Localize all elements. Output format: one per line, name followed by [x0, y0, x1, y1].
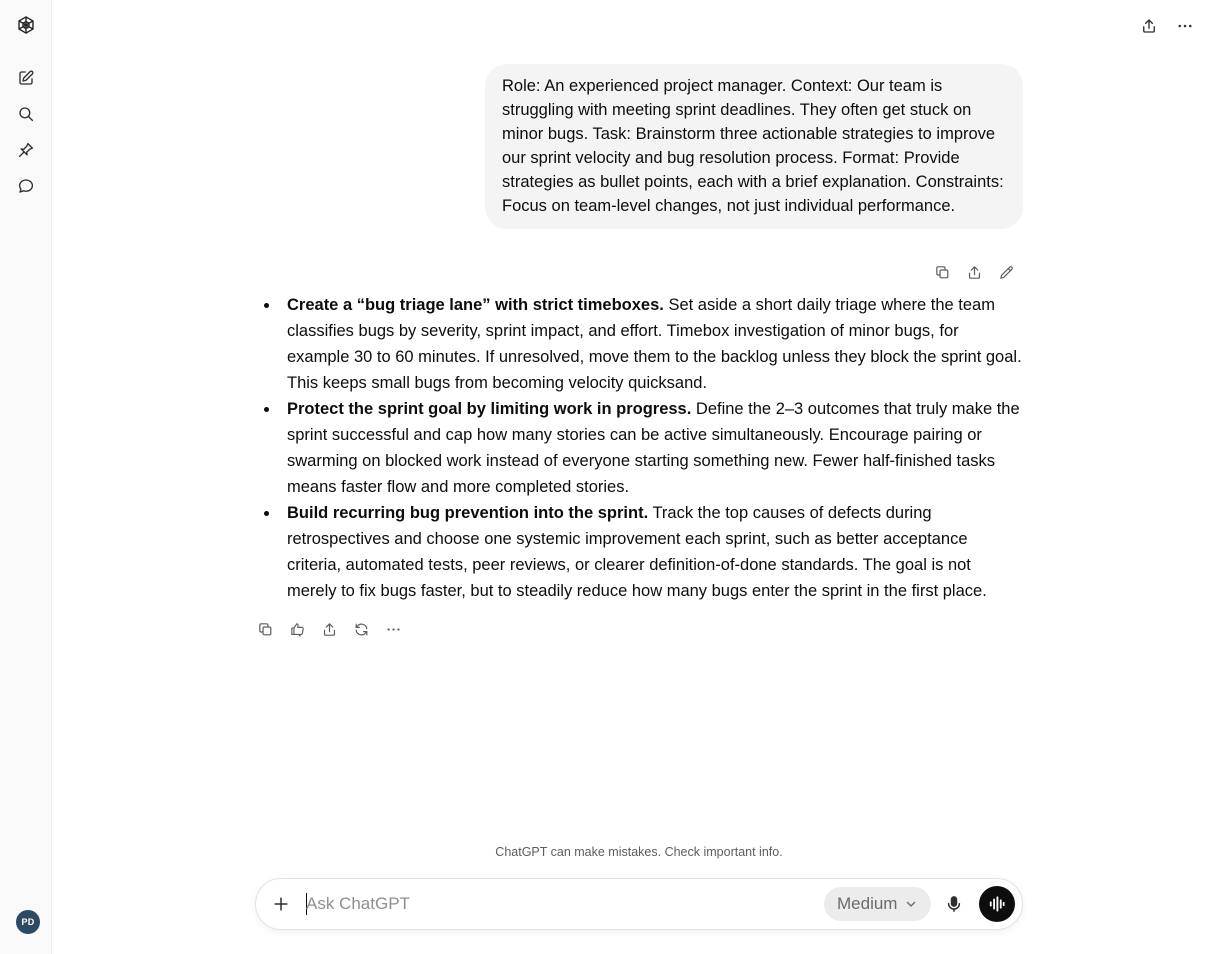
chevron-down-icon — [905, 898, 917, 910]
feedback-icon[interactable] — [285, 617, 309, 641]
openai-logo-icon[interactable] — [14, 13, 38, 37]
assistant-message-actions — [253, 617, 405, 641]
disclaimer: ChatGPT can make mistakes. Check important info. — [495, 845, 783, 859]
plus-icon — [271, 894, 291, 914]
voice-waveform-icon — [987, 894, 1007, 914]
search-icon[interactable] — [14, 102, 38, 126]
copy-icon[interactable] — [930, 260, 954, 284]
voice-mode-button[interactable] — [979, 886, 1015, 922]
user-message: Role: An experienced project manager. Context: Our team is struggling with meeting sprint deadlines. They often get stuck on minor bugs. Task: Brainstorm three actionable strategies to improve our sprint velocity and bug resolution process. Format: Provide strategies as bullet points, each with a brief explanation. Constraints: Focus on team-level changes, not just individual performance. — [485, 64, 1023, 229]
regenerate-icon[interactable] — [349, 617, 373, 641]
user-message-actions — [930, 260, 1018, 284]
prompt-input[interactable] — [306, 891, 816, 917]
more-icon[interactable] — [381, 617, 405, 641]
microphone-button[interactable] — [937, 887, 971, 921]
sidebar — [0, 0, 52, 954]
model-selector[interactable] — [824, 887, 931, 921]
copy-icon[interactable] — [253, 617, 277, 641]
edit-icon[interactable] — [994, 260, 1018, 284]
more-icon[interactable] — [1173, 14, 1197, 38]
chat-bubble-icon[interactable] — [14, 174, 38, 198]
share-icon[interactable] — [317, 617, 341, 641]
microphone-icon — [944, 894, 964, 914]
composer — [255, 878, 1023, 930]
assistant-message — [262, 292, 1022, 604]
list-item — [262, 292, 1022, 396]
new-chat-icon[interactable] — [14, 66, 38, 90]
share-icon[interactable] — [1137, 14, 1161, 38]
share-icon[interactable] — [962, 260, 986, 284]
bullet-title: Protect the sprint goal by limiting work in progress. — [287, 400, 692, 418]
list-item — [262, 500, 1022, 604]
avatar[interactable]: PD — [16, 910, 40, 934]
bullet-text: Set aside a short daily triage where the team classifies bugs by severity, sprint impact, and effort. Timebox investigation of minor bugs, for example 30 to 60 minutes. If unresolved, move them to the backlog unless they block the sprint goal. This keeps small bugs from becoming velocity quicksand. — [287, 296, 1022, 392]
model-label: Medium — [837, 894, 898, 913]
list-item — [262, 396, 1022, 500]
bullet-title: Create a “bug triage lane” with strict timeboxes. — [287, 296, 664, 314]
bullet-text: Define the 2–3 outcomes that truly make the sprint successful and cap how many stories can be active simultaneously. Encourage pairing or swarming on blocked work instead of everyone starting something new. Fewer half-finished tasks means faster flow and more completed stories. — [287, 400, 1020, 496]
attach-button[interactable] — [265, 888, 297, 920]
pin-icon[interactable] — [14, 138, 38, 162]
bullet-text: Track the top causes of defects during retrospectives and choose one systemic improvement each sprint, such as better acceptance criteria, automated tests, peer reviews, or clearer definition-of-done standards. The goal is not merely to fix bugs faster, but to steadily reduce how many bugs enter the sprint in the first place. — [287, 504, 987, 600]
bullet-title: Build recurring bug prevention into the sprint. — [287, 504, 649, 522]
strategy-list — [262, 292, 1022, 604]
